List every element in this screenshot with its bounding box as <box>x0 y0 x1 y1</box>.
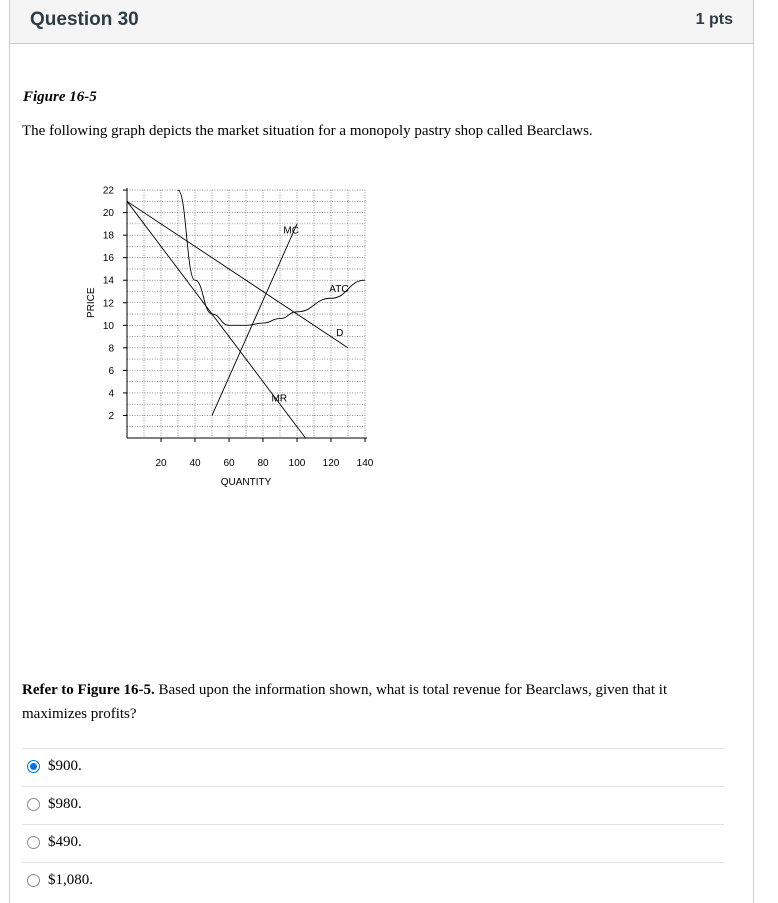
curve-mc <box>212 224 297 416</box>
y-tick-label: 18 <box>102 230 114 242</box>
answer-option[interactable] <box>22 786 724 824</box>
x-tick-label: 40 <box>189 458 201 469</box>
curve-atc <box>178 190 365 325</box>
y-tick-label: 20 <box>102 208 114 220</box>
answer-option[interactable] <box>22 824 724 862</box>
x-tick-label: 80 <box>257 458 269 469</box>
figure-title: Figure 16-5 <box>23 89 97 105</box>
question-title: Question 30 <box>30 9 139 30</box>
x-tick-label: 20 <box>155 458 167 469</box>
y-tick-label: 14 <box>102 275 114 287</box>
y-tick-label: 2 <box>108 410 114 422</box>
question-points: 1 pts <box>695 11 733 28</box>
x-tick-label: 60 <box>223 458 235 469</box>
answer-label: $1,080. <box>48 872 93 888</box>
curve-label-mc: MC <box>283 225 299 237</box>
answer-radio[interactable] <box>27 760 40 773</box>
question-prompt <box>22 678 732 726</box>
curve-label-atc: ATC <box>329 284 349 296</box>
question-header <box>10 0 753 44</box>
curve-label-d: D <box>336 328 344 340</box>
y-tick-label: 22 <box>102 185 114 197</box>
prompt-text: Based upon the information shown, what is total revenue for Bearclaws, given that it maximizes profits? <box>22 682 668 722</box>
monopoly-graph <box>75 180 395 500</box>
x-tick-label: 120 <box>322 458 340 469</box>
y-tick-label: 4 <box>108 388 114 400</box>
y-axis-label: PRICE <box>86 287 97 319</box>
x-tick-label: 100 <box>288 458 306 469</box>
x-tick-label: 140 <box>356 458 374 469</box>
curve-label-mr: MR <box>271 393 288 405</box>
answer-label: $490. <box>48 834 82 850</box>
y-tick-label: 12 <box>102 298 114 310</box>
y-tick-label: 16 <box>102 253 114 265</box>
answer-option[interactable] <box>22 862 724 900</box>
chart-grid <box>127 190 365 438</box>
y-tick-label: 6 <box>108 365 114 377</box>
answer-label: $900. <box>48 758 82 774</box>
answer-radio[interactable] <box>27 836 40 849</box>
answer-list <box>22 748 724 900</box>
answer-radio[interactable] <box>27 874 40 887</box>
figure-description: The following graph depicts the market situation for a monopoly pastry shop called Bearclaws. <box>22 123 593 139</box>
prompt-figure-ref: Refer to Figure 16-5. <box>22 682 155 698</box>
y-tick-label: 10 <box>102 320 114 332</box>
answer-radio[interactable] <box>27 798 40 811</box>
answer-label: $980. <box>48 796 82 812</box>
y-tick-label: 8 <box>108 343 114 355</box>
answer-option[interactable] <box>22 748 724 786</box>
curve-d <box>127 201 348 348</box>
x-axis-label: QUANTITY <box>220 477 272 488</box>
